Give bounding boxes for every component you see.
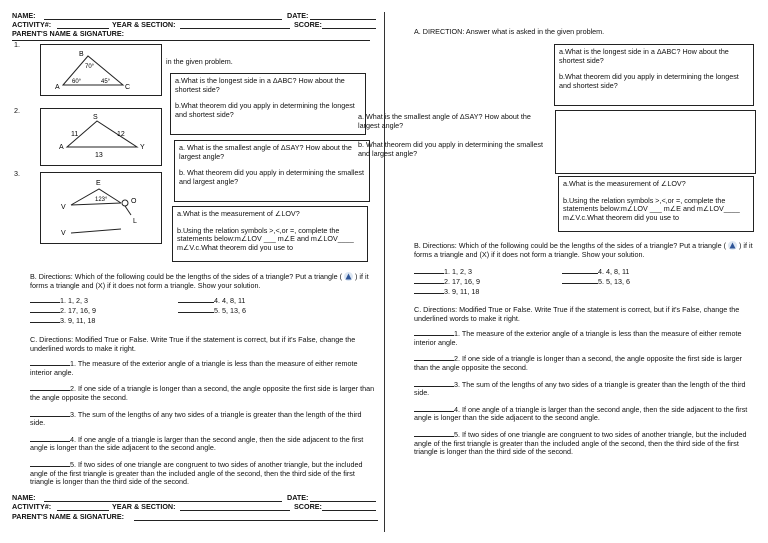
right-part-b-items <box>414 268 664 300</box>
figure-angles-lov <box>40 172 162 244</box>
rc-item-2: 2. If one side of a triangle is longer than a second, the angle opposite the first side is larger than the angle opposite the second. <box>414 354 743 372</box>
q2a-text: a. What is the smallest angle of ΔSAY? How about the largest angle? <box>179 143 352 161</box>
intro-tail: in the given problem. <box>166 57 233 66</box>
score-label: SCORE: <box>294 20 322 29</box>
rb-item-4: 4. 4, 8, 11 <box>598 267 630 276</box>
right-triangle-icon <box>728 241 737 250</box>
q3a-text: a.What is the measurement of ∠LOV? <box>177 209 300 218</box>
rc-item-1: 1. The measure of the exterior angle of a triangle is less than the measure of either remote interior angle. <box>414 329 742 347</box>
rb-item-2: 2. 17, 16, 9 <box>444 277 480 286</box>
rb-item-1: 1. 1, 2, 3 <box>444 267 472 276</box>
label-s: S <box>93 114 98 121</box>
activity-label: ACTIVITY#: <box>12 20 52 29</box>
angle-b: 70° <box>85 64 95 70</box>
rb-item-5: 5. 5, 13, 6 <box>598 277 630 286</box>
question-box-1 <box>170 73 366 135</box>
c-item-2: 2. If one side of a triangle is longer than a second, the angle opposite the first side is larger than the angle opposite the second. <box>30 384 375 402</box>
left-header <box>12 12 372 36</box>
rc-item-5: 5. If two sides of one triangle are congruent to two sides of another triangle, but the included angle of the first triangle is greater than the included angle of the second, then the third side of the first triangle is longer than the third side of the second. <box>414 430 747 457</box>
rb-item-3: 3. 9, 11, 18 <box>444 287 480 296</box>
b-item-1: 1. 1, 2, 3 <box>60 296 88 305</box>
rc-item-3: 3. The sum of the lengths of any two sides of a triangle is greater than the length of the third side. <box>414 379 746 398</box>
item-number-3: 3. <box>14 169 20 178</box>
label-a2: A <box>59 144 64 151</box>
label-l: L <box>133 218 137 225</box>
right-q3b-text: b.Using the relation symbols >,<,or =, complete the statements below:m∠LOV ___ m∠E and m∠LOV____ m∠V.c.What theorem did you use to <box>563 195 740 222</box>
b-item-4: 4. 4, 8, 11 <box>214 296 246 305</box>
rc-item-4: 4. If one angle of a triangle is larger than the second angle, then the side adjacent to the first angle is longer than the side adjacent to the second angle. <box>414 404 748 423</box>
item-number-1: 1. <box>14 40 20 49</box>
c-item-4: 4. If one angle of a triangle is larger than the second angle, then the side adjacent to the first angle is longer than the side adjacent to the second angle. <box>30 434 364 453</box>
question-box-2 <box>174 140 370 202</box>
label-v2: V <box>61 230 66 237</box>
right-q1a-text: a.What is the longest side in a ΔABC? How about the shortest side? <box>559 47 729 65</box>
footer-score-label: SCORE: <box>294 502 322 511</box>
figure-triangle-abc <box>40 44 162 96</box>
right-q2b-text: b. What theorem did you apply in determining the smallest and largest angle? <box>358 140 543 158</box>
left-part-b-items <box>30 297 280 329</box>
side-ay: 13 <box>95 152 103 159</box>
right-direction-a: A. DIRECTION: Answer what is asked in the given problem. <box>414 27 605 36</box>
right-answer-box-2 <box>555 110 756 174</box>
side-sy: 12 <box>117 131 125 138</box>
figure-triangle-say <box>40 108 162 166</box>
left-part-b-directions: B. Directions: Which of the following could be the lengths of the sides of a triangle? Put a triangle ( ) if it forms a triangle and (X) if it does not form a triangle. Show your solution. <box>30 272 369 290</box>
label-e: E <box>96 180 101 187</box>
footer-parent-label: PARENT'S NAME & SIGNATURE: <box>12 512 125 521</box>
b-item-2: 2. 17, 16, 9 <box>60 306 96 315</box>
c-item-5: 5. If two sides of one triangle are congruent to two sides of another triangle, but the included angle of the first triangle is greater than the included angle of the second, then the third side of the first triangle is longer than the third side of the second. <box>30 460 363 487</box>
b-item-5: 5. 5, 13, 6 <box>214 306 246 315</box>
angle-c: 45° <box>101 79 111 85</box>
left-part-c-items <box>30 360 375 487</box>
q2b-text: b. What theorem did you apply in determining the smallest and largest angle? <box>179 168 364 186</box>
right-q3a-text: a.What is the measurement of ∠LOV? <box>563 179 686 188</box>
page-divider <box>384 12 385 532</box>
c-item-3: 3. The sum of the lengths of any two sides of a triangle is greater than the length of the third side. <box>30 409 362 428</box>
label-y: Y <box>140 144 145 151</box>
label-v: V <box>61 204 66 211</box>
q1b-text: b.What theorem did you apply in determining the longest and shortest side? <box>175 101 355 119</box>
angle-123: 123° <box>95 197 108 203</box>
right-part-c-directions: C. Directions: Modified True or False. Write True if the statement is correct, but if it's False, change the underlined words to make it right. <box>414 305 740 323</box>
label-o: O <box>131 198 137 205</box>
footer-activity-label: ACTIVITY#: <box>12 502 52 511</box>
year-section-label: YEAR & SECTION: <box>112 20 176 29</box>
side-sa: 11 <box>71 131 79 138</box>
label-a: A <box>55 84 60 91</box>
right-question-box-3 <box>558 176 754 232</box>
q1a-text: a.What is the longest side in a ΔABC? How about the shortest side? <box>175 76 345 94</box>
footer-date-label: DATE: <box>287 493 309 502</box>
angle-a: 60° <box>72 79 82 85</box>
left-part-c-directions: C. Directions: Modified True or False. Write True if the statement is correct, but if it's False, change the underlined words to make it right. <box>30 335 356 353</box>
label-c: C <box>125 84 131 91</box>
right-q2a-text: a. What is the smallest angle of ΔSAY? How about the largest angle? <box>358 112 531 130</box>
q3b-text: b.Using the relation symbols >,<,or =, complete the statements below:m∠LOV ___ m∠E and m∠LOV____ m∠V.c.What theorem did you use to <box>177 225 354 252</box>
c-item-1: 1. The measure of the exterior angle of a triangle is less than the measure of either remote interior angle. <box>30 359 358 377</box>
right-part-c-items <box>414 330 758 457</box>
b-item-3: 3. 9, 11, 18 <box>60 316 96 325</box>
name-label: NAME: <box>12 11 36 20</box>
parent-label: PARENT'S NAME & SIGNATURE: <box>12 30 125 36</box>
date-label: DATE: <box>287 11 309 20</box>
label-b: B <box>79 51 84 58</box>
footer-name-label: NAME: <box>12 493 36 502</box>
triangle-icon <box>344 272 353 281</box>
item-number-2: 2. <box>14 106 20 115</box>
question-box-3 <box>172 206 368 262</box>
right-question-box-1 <box>554 44 754 106</box>
right-q1b-text: b.What theorem did you apply in determining the longest and shortest side? <box>559 72 739 90</box>
left-footer <box>12 494 372 522</box>
footer-year-section-label: YEAR & SECTION: <box>112 502 176 511</box>
right-part-b-directions: B. Directions: Which of the following could be the lengths of the sides of a triangle? Put a triangle ( ) if it forms a triangle and (X) if it does not form a triangle. Show your solution. <box>414 241 753 259</box>
